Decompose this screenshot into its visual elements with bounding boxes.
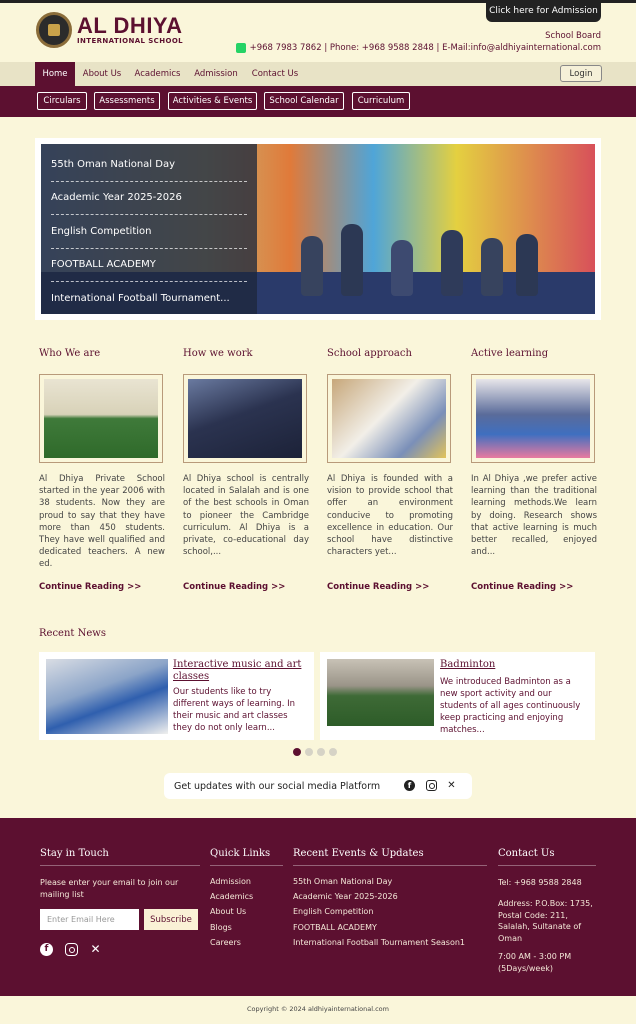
footer-quick-title: Quick Links xyxy=(210,848,271,859)
carousel-dot[interactable] xyxy=(329,748,337,756)
subnav-curriculum[interactable]: Curriculum xyxy=(352,92,410,110)
footer-hours: 7:00 AM - 3:00 PM (5Days/week) xyxy=(498,952,572,973)
nav-academics[interactable]: Academics xyxy=(134,69,181,79)
carousel-dot[interactable] xyxy=(317,748,325,756)
news-card xyxy=(39,652,314,740)
email-input[interactable]: Enter Email Here xyxy=(40,909,139,930)
subnav-activities-events[interactable]: Activities & Events xyxy=(168,92,257,110)
x-icon[interactable]: ✕ xyxy=(90,942,101,956)
quick-link[interactable]: Admission xyxy=(210,877,251,886)
carousel-dot[interactable] xyxy=(293,748,301,756)
subscribe-button[interactable]: Subscribe xyxy=(144,909,198,930)
subnav-circulars[interactable]: Circulars xyxy=(37,92,87,110)
subnav-assessments[interactable]: Assessments xyxy=(94,92,160,110)
footer-stay-title: Stay in Touch xyxy=(40,848,109,859)
event-link[interactable]: International Football Tournament Season1 xyxy=(293,938,466,947)
instagram-icon[interactable] xyxy=(426,780,437,791)
facebook-icon[interactable]: f xyxy=(40,943,53,956)
logo-name: AL DHIYA xyxy=(77,13,183,38)
section-text: Al Dhiya Private School started in the year 2006 with 38 students. Now they are proud to say that they have more than 450 students. They have well qualified and dedicated teachers. A new ed. xyxy=(39,474,165,570)
headline-item[interactable]: 55th Oman National Day xyxy=(51,148,247,182)
section-active-learning xyxy=(471,348,597,558)
admission-button[interactable]: Click here for Admission xyxy=(486,0,601,22)
footer-stay-text: Please enter your email to join our mailing list xyxy=(40,878,179,899)
headline-item[interactable]: Academic Year 2025-2026 xyxy=(51,182,247,216)
headline-item[interactable]: FOOTBALL ACADEMY xyxy=(51,249,247,283)
news-excerpt: Our students like to try different ways of learning. In their music and art classes they do not only learn... xyxy=(173,687,295,733)
continue-reading-link[interactable]: Continue Reading >> xyxy=(39,582,142,592)
section-how-we-work xyxy=(183,348,309,558)
footer-contact-title: Contact Us xyxy=(498,848,555,859)
header-contact xyxy=(236,43,601,53)
nav-home[interactable]: Home xyxy=(35,62,75,86)
copyright: Copyright © 2024 aldhiyainternational.com xyxy=(247,1005,389,1013)
news-card xyxy=(320,652,595,740)
section-title: Active learning xyxy=(471,348,549,359)
footer-address: Address: P.O.Box: 1735, Postal Code: 211, Salalah, Sultanate of Oman xyxy=(498,899,593,943)
nav-admission[interactable]: Admission xyxy=(194,69,238,79)
quick-link[interactable]: Careers xyxy=(210,938,241,947)
section-text: Al Dhiya is founded with a vision to provide school that offer an environment conducive to promoting excellence in education. Our school have distinctive characters yet... xyxy=(327,474,453,558)
event-link[interactable]: 55th Oman National Day xyxy=(293,877,393,886)
school-logo[interactable] xyxy=(36,12,183,48)
section-who-we-are xyxy=(39,348,165,571)
headline-item[interactable]: English Competition xyxy=(51,215,247,249)
nav-contact-us[interactable]: Contact Us xyxy=(251,69,299,79)
hero-headlines xyxy=(41,144,257,314)
subnav-school-calendar[interactable]: School Calendar xyxy=(264,92,344,110)
section-image xyxy=(39,374,163,463)
footer-events-title: Recent Events & Updates xyxy=(293,848,424,859)
hero-slider xyxy=(35,138,601,320)
nav-about-us[interactable]: About Us xyxy=(82,69,122,79)
footer-tel: Tel: +968 9588 2848 xyxy=(498,878,582,887)
continue-reading-link[interactable]: Continue Reading >> xyxy=(183,582,286,592)
news-excerpt: We introduced Badminton as a new sport activity and our students of all ages continuously keep practicing and enjoying matches... xyxy=(440,677,581,735)
login-button[interactable]: Login xyxy=(560,65,602,82)
quick-link[interactable]: Blogs xyxy=(210,923,232,932)
event-link[interactable]: Academic Year 2025-2026 xyxy=(293,892,398,901)
quick-link[interactable]: Academics xyxy=(210,892,254,901)
news-image xyxy=(46,659,168,734)
main-nav xyxy=(0,62,636,86)
section-title: How we work xyxy=(183,348,253,359)
event-link[interactable]: English Competition xyxy=(293,907,374,916)
continue-reading-link[interactable]: Continue Reading >> xyxy=(471,582,574,592)
section-school-approach xyxy=(327,348,453,558)
sub-nav xyxy=(0,86,636,117)
event-link[interactable]: FOOTBALL ACADEMY xyxy=(293,923,377,932)
section-title: Who We are xyxy=(39,348,101,359)
footer xyxy=(0,818,636,996)
x-icon[interactable]: ✕ xyxy=(447,780,456,791)
social-bar xyxy=(164,773,472,799)
instagram-icon[interactable] xyxy=(65,943,78,956)
section-text: In Al Dhiya ,we prefer active learning than the traditional learning methods.We learn by doing. Research shows that active learning is much better recalled, enjoyed and... xyxy=(471,474,597,558)
section-title: School approach xyxy=(327,348,412,359)
social-text: Get updates with our social media Platform xyxy=(174,780,381,792)
recent-news-title: Recent News xyxy=(39,628,106,639)
carousel-dots xyxy=(293,748,337,756)
whatsapp-icon[interactable] xyxy=(236,43,246,53)
facebook-icon[interactable]: f xyxy=(404,780,415,791)
logo-emblem-icon xyxy=(36,12,72,48)
news-image xyxy=(327,659,434,726)
section-image xyxy=(327,374,451,463)
school-board-link[interactable]: School Board xyxy=(545,31,601,41)
section-image xyxy=(183,374,307,463)
section-image xyxy=(471,374,595,463)
quick-link[interactable]: About Us xyxy=(210,907,247,916)
continue-reading-link[interactable]: Continue Reading >> xyxy=(327,582,430,592)
news-title-link[interactable]: Badminton xyxy=(440,659,496,670)
news-title-link[interactable]: Interactive music and art classes xyxy=(173,659,302,682)
contact-text: +968 7983 7862 | Phone: +968 9588 2848 | E-Mail:info@aldhiyainternational.com xyxy=(249,43,601,53)
carousel-dot[interactable] xyxy=(305,748,313,756)
headline-item[interactable]: International Football Tournament... xyxy=(51,293,230,305)
logo-subtitle: INTERNATIONAL SCHOOL xyxy=(77,37,184,45)
section-text: Al Dhiya school is centrally located in Salalah and is one of the best schools in Oman to pioneer the Cambridge curriculum. Al Dhiya is a private, co-educational day school,... xyxy=(183,474,309,558)
